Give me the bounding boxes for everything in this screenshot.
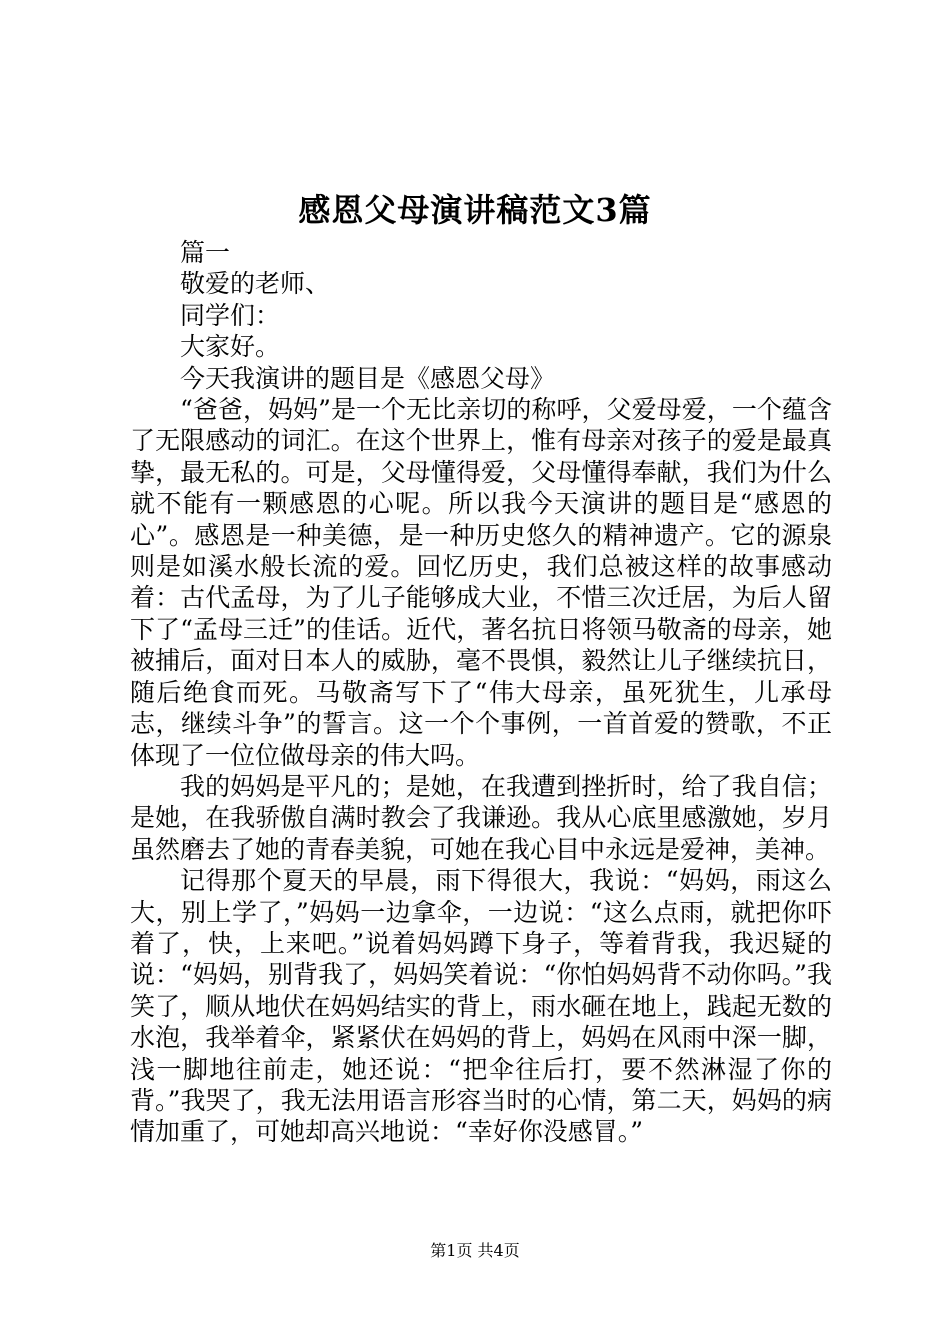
body-paragraph: 我的妈妈是平凡的；是她，在我遭到挫折时，给了我自信；是她，在我骄傲自满时教会了我谦逊。我从心底里感激她，岁月虽然磨去了她的青春美貌，可她在我心目中永远是爱神，美神。 <box>130 771 832 864</box>
topic-line: 今天我演讲的题目是《感恩父母》 <box>180 363 556 393</box>
document-body <box>130 237 832 1148</box>
page-footer: 第1页 共4页 <box>430 1241 520 1260</box>
body-paragraph: 记得那个夏天的早晨，雨下得很大，我说：“妈妈，雨这么大，别上学了，”妈妈一边拿伞，一边说：“这么点雨，就把你吓着了，快，上来吧。”说着妈妈蹲下身子，等着背我，我迟疑的说：“妈妈，别背我了，妈妈笑着说：“你怕妈妈背不动你吗。”我笑了，顺从地伏在妈妈结实的背上，雨水砸在地上，践起无数的水泡，我举着伞，紧紧伏在妈妈的背上，妈妈在风雨中深一脚，浅一脚地往前走，她还说：“把伞往后打，要不然淋湿了你的背。”我哭了，我无法用语言形容当时的心情，第二天，妈妈的病情加重了，可她却高兴地说：“幸好你没感冒。” <box>130 866 832 1147</box>
document-title: 感恩父母演讲稿范文3篇 <box>298 191 652 229</box>
salutation-line: 敬爱的老师、 <box>180 269 331 299</box>
salutation-line: 同学们： <box>180 300 281 330</box>
section-heading: 篇一 <box>180 238 231 267</box>
body-paragraph: “爸爸，妈妈”是一个无比亲切的称呼，父爱母爱，一个蕴含了无限感动的词汇。在这个世界上，惟有母亲对孩子的爱是最真挚，最无私的。可是，父母懂得爱，父母懂得奉献，我们为什么就不能有一颗感恩的心呢。所以我今天演讲的题目是“感恩的心”。感恩是一种美德，是一种历史悠久的精神遗产。它的源泉则是如溪水般长流的爱。回忆历史，我们总被这样的故事感动着：古代孟母，为了儿子能够成大业，不惜三次迁居，为后人留下了“孟母三迁”的佳话。近代，著名抗日将领马敬斋的母亲，她被捕后，面对日本人的威胁，毫不畏惧，毅然让儿子继续抗日，随后绝食而死。马敬斋写下了“伟大母亲，虽死犹生，儿承母志，继续斗争”的誓言。这一个个事例，一首首爱的赞歌，不正体现了一位位做母亲的伟大吗。 <box>130 395 832 770</box>
greeting-line: 大家好。 <box>180 332 281 362</box>
